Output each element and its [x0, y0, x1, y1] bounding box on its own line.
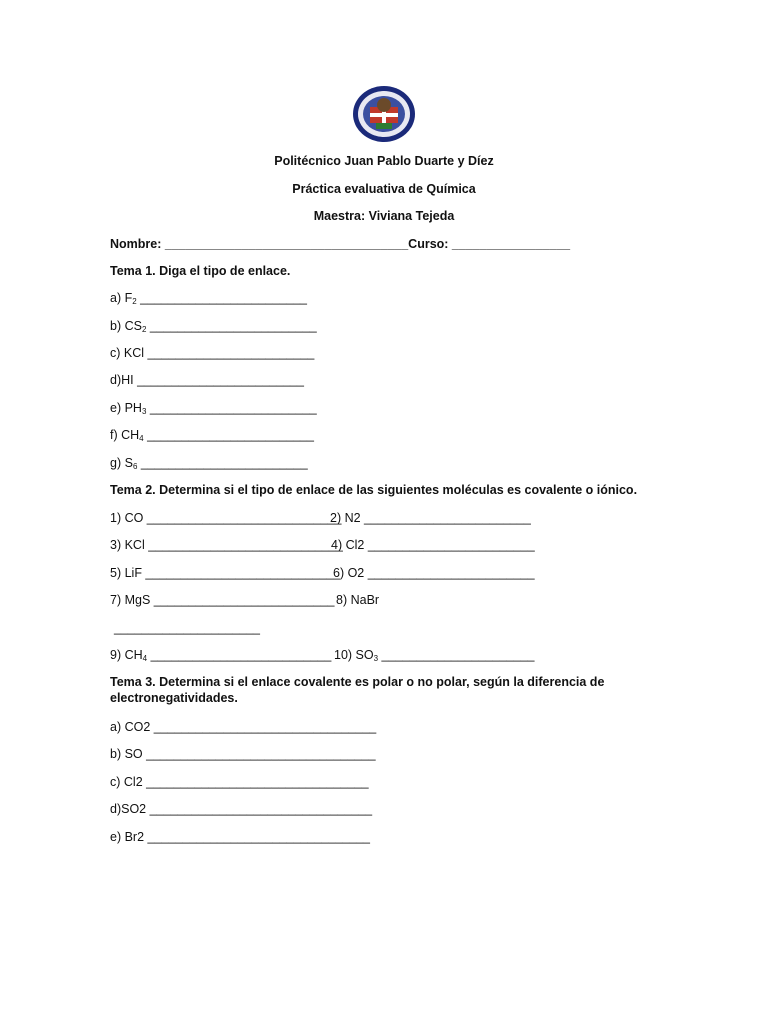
subtitle: Práctica evaluativa de Química: [292, 182, 476, 196]
tema3-item[interactable]: d)SO2 ________________________________: [110, 802, 373, 816]
tema3-item[interactable]: a) CO2 ________________________________: [110, 720, 377, 734]
tema3-item[interactable]: b) SO _________________________________: [110, 747, 376, 761]
tema2-item-10[interactable]: 10) $SO_3$ ______________________: [334, 648, 535, 663]
answer-line[interactable]: _____________________: [114, 621, 260, 635]
tema2-item-left[interactable]: 7) MgS __________________________: [110, 593, 335, 607]
teacher: Maestra: Viviana Tejeda: [313, 209, 455, 223]
tema1-item[interactable]: c) KCl ________________________: [110, 346, 315, 360]
tema2-title: Tema 2. Determina si el tipo de enlace de las siguientes moléculas es covalente o iónico.: [110, 483, 638, 497]
tema2-item-right[interactable]: 8) NaBr: [336, 593, 380, 607]
tema3-item[interactable]: e) Br2 ________________________________: [110, 830, 370, 844]
tema2-item-left[interactable]: 1) CO ____________________________: [110, 511, 342, 525]
tema2-item-right[interactable]: 6) O2 ________________________: [333, 566, 535, 580]
tema1-item[interactable]: f) $CH_4$ ________________________: [110, 428, 314, 443]
tema1-item[interactable]: g) $S_6$ ________________________: [110, 456, 308, 471]
tema1-item[interactable]: e) $PH_3$ ________________________: [110, 401, 317, 416]
school-logo: [352, 85, 416, 143]
tema2-item-left[interactable]: 3) KCl ____________________________: [110, 538, 343, 552]
tema3-title: Tema 3. Determina si el enlace covalente es polar o no polar, según la diferencia de electronegatividades.: [110, 675, 605, 705]
tema3-item[interactable]: c) Cl2 ________________________________: [110, 775, 369, 789]
school-name: Politécnico Juan Pablo Duarte y Díez: [274, 154, 494, 168]
name-course-field[interactable]: Nombre: ___________________________________Curso: _________________: [110, 237, 571, 251]
tema2-item-right[interactable]: 4) Cl2 ________________________: [331, 538, 535, 552]
tema1-item[interactable]: a) $F_2$ ________________________: [110, 291, 308, 306]
tema2-item-9[interactable]: 9) $CH_4$ __________________________: [110, 648, 332, 663]
tema2-item-left[interactable]: 5) LiF ____________________________: [110, 566, 341, 580]
tema1-item[interactable]: d)HI ________________________: [110, 373, 304, 387]
tema1-item[interactable]: b) $CS_2$ ________________________: [110, 319, 317, 334]
tema2-item-right[interactable]: 2) N2 ________________________: [330, 511, 531, 525]
tema1-title: Tema 1. Diga el tipo de enlace.: [110, 264, 291, 278]
